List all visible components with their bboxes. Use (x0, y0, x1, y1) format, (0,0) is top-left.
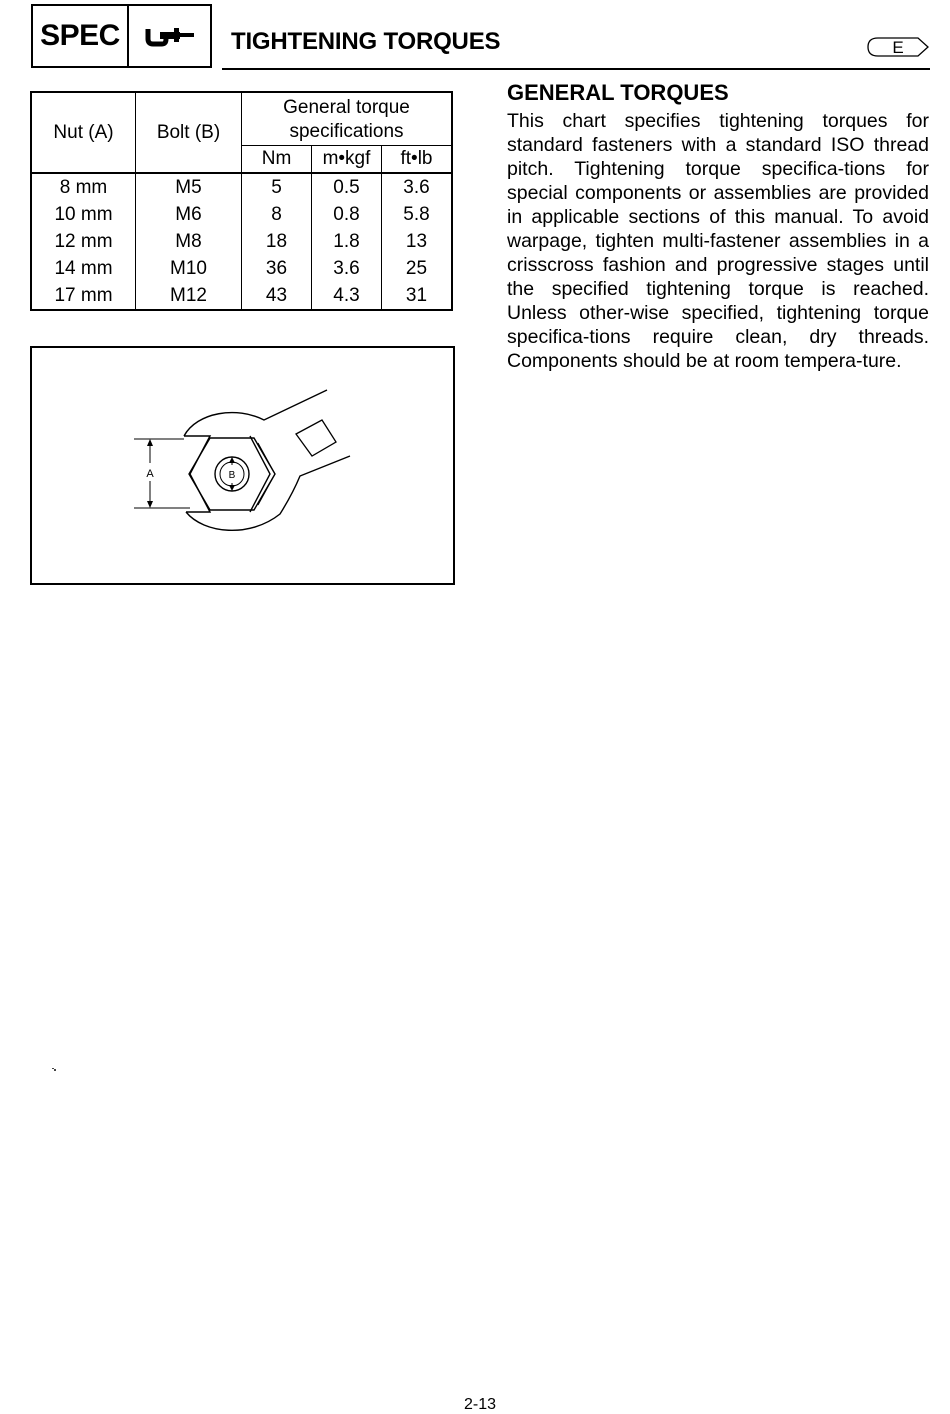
nut-size: 12 mm (31, 228, 136, 255)
torque-ftlb: 3.6 (382, 173, 453, 201)
torque-ftlb: 25 (382, 255, 453, 282)
torque-ftlb: 5.8 (382, 201, 453, 228)
body-paragraph: This chart specifies tightening torques for standard fasteners with a standard ISO thread pitch. Tightening torque specifica-tions for special components or assemblies are provided in applicable sections of this manual. To avoid warpage, tighten multi-fastener assemblies in a crisscross fashion and progressive stages until the specified tightening torque is reached. Unless other-wise specified, tightening torque specifica-tions require clean, dry threads. Components should be at room tempera-ture. (507, 110, 929, 372)
wrench-illustration (32, 348, 453, 583)
torque-ftlb: 13 (382, 228, 453, 255)
title-rule (222, 68, 930, 70)
torque-mkgf: 1.8 (312, 228, 382, 255)
bolt-size: M6 (136, 201, 242, 228)
page-title: TIGHTENING TORQUES (231, 28, 501, 55)
unit-ftlb: ft•lb (382, 146, 453, 174)
caliper-icon (129, 6, 210, 66)
page-number: 2-13 (463, 1396, 497, 1413)
col-group-header (242, 92, 453, 146)
torque-ftlb: 31 (382, 282, 453, 310)
bolt-size: M10 (136, 255, 242, 282)
bolt-size: M8 (136, 228, 242, 255)
torque-mkgf: 3.6 (312, 255, 382, 282)
torque-mkgf: 4.3 (312, 282, 382, 310)
table-row (31, 228, 452, 255)
col-group-label: General torque specifications (283, 97, 410, 142)
language-badge (866, 36, 930, 63)
nut-size: 8 mm (31, 173, 136, 201)
nut-size: 17 mm (31, 282, 136, 310)
torque-mkgf: 0.5 (312, 173, 382, 201)
unit-nm: Nm (242, 146, 312, 174)
section-tag-box (31, 4, 212, 68)
section-tag: SPEC (33, 6, 129, 66)
col-bolt-header: Bolt (B) (136, 92, 242, 173)
section-heading: GENERAL TORQUES (507, 80, 729, 105)
bolt-size: M5 (136, 173, 242, 201)
torque-nm: 5 (242, 173, 312, 201)
table-row (31, 201, 452, 228)
torque-nm: 8 (242, 201, 312, 228)
torque-table (30, 91, 453, 311)
table-row (31, 282, 452, 310)
nut-size: 14 mm (31, 255, 136, 282)
scan-speck (52, 1068, 56, 1071)
torque-mkgf: 0.8 (312, 201, 382, 228)
table-row (31, 255, 452, 282)
torque-nm: 43 (242, 282, 312, 310)
torque-nm: 18 (242, 228, 312, 255)
language-badge-label: E (892, 38, 904, 57)
wrench-diagram (30, 346, 455, 585)
unit-mkgf: m•kgf (312, 146, 382, 174)
dimension-b-label: B (228, 470, 236, 481)
bolt-size: M12 (136, 282, 242, 310)
torque-nm: 36 (242, 255, 312, 282)
col-nut-header: Nut (A) (31, 92, 136, 173)
table-row (31, 173, 452, 201)
dimension-a-label: A (146, 468, 154, 480)
nut-size: 10 mm (31, 201, 136, 228)
